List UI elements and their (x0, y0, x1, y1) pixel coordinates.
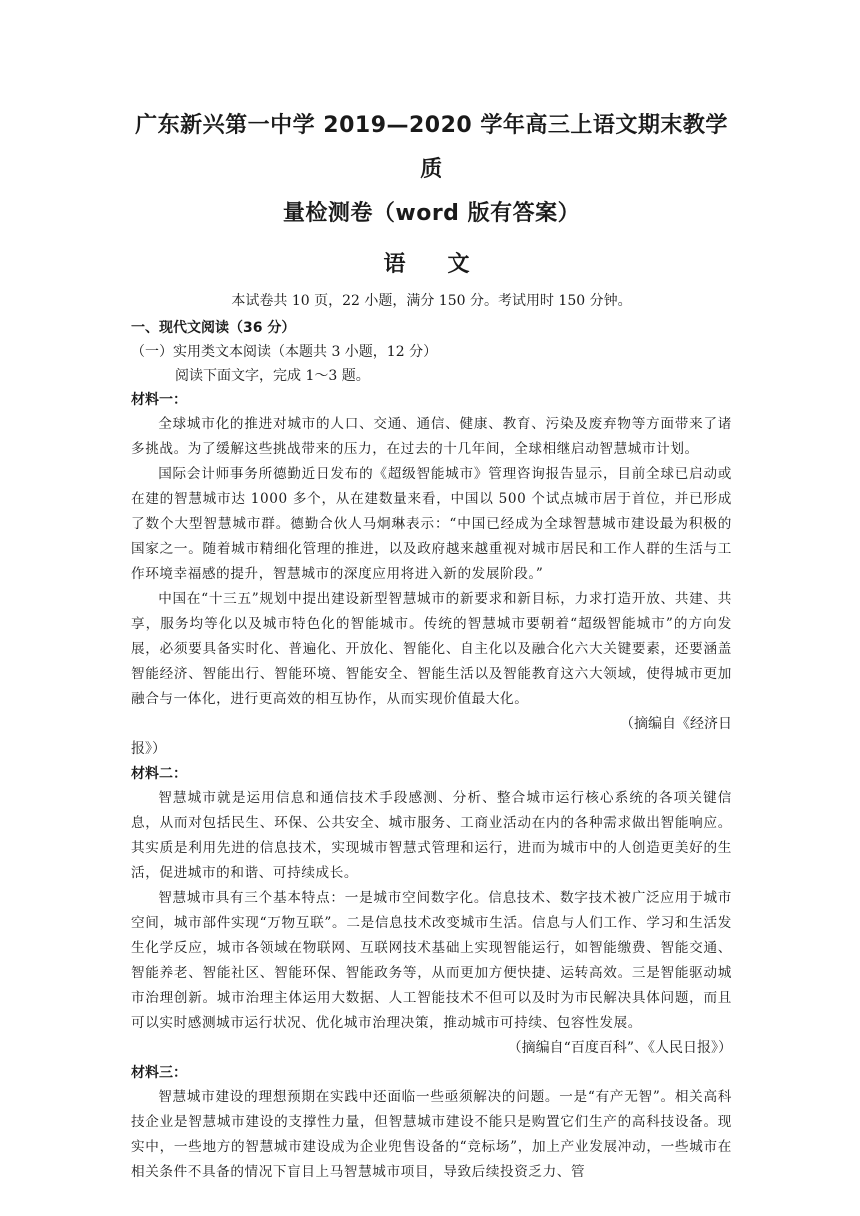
material-1-paragraph: 中国在“十三五”规划中提出建设新型智慧城市的新要求和新目标，力求打造开放、共建、共享，服务均等化以及城市特色化的智能城市。传统的智慧城市要朝着“超级智能城市”的方向发展，必须要具备实时化、普遍化、开放化、智能化、自主化以及融合化六大关键要素，还要涵盖智能经济、智能出行、智能环境、智能安全、智能生活以及智能教育这六大领域，使得城市更加融合与一体化，进行更高效的相互协作，从而实现价值最大化。 (131, 591, 732, 707)
title-line-2: 量检测卷（word 版有答案） (282, 201, 581, 226)
material-1-label: 材料一： (131, 392, 187, 408)
material-3-label: 材料三： (131, 1065, 187, 1081)
exam-info: 本试卷共 10 页，22 小题，满分 150 分。考试用时 150 分钟。 (231, 293, 632, 309)
material-1-source-continued: 报》） (131, 741, 166, 757)
material-3-paragraph: 智慧城市建设的理想预期在实践中还面临一些亟须解决的问题。一是“有产无智”。相关高科技企业是智慧城市建设的支撑性力量，但智慧城市建设不能只是购置它们生产的高科技设备。现实中，一些地方的智慧城市建设成为企业兜售设备的“竞标场”，加上产业发展冲动，一些城市在相关条件不具备的情况下盲目上马智慧城市项目，导致后续投资乏力、管 (131, 1089, 732, 1180)
material-1-source: （摘编自《经济日 (620, 716, 732, 732)
material-2-label: 材料二： (131, 766, 187, 782)
material-2-paragraph: 智慧城市具有三个基本特点：一是城市空间数字化。信息技术、数字技术被广泛应用于城市空间，城市部件实现“万物互联”。二是信息技术改变城市生活。信息与人们工作、学习和生活发生化学反应，城市各领域在物联网、互联网技术基础上实现智能运行，如智能缴费、智能交通、智能养老、智能社区、智能环保、智能政务等，从而更加方便快捷、运转高效。三是智能驱动城市治理创新。城市治理主体运用大数据、人工智能技术不但可以及时为市民解决具体问题，而且可以实时感测城市运行状况、优化城市治理决策，推动城市可持续、包容性发展。 (131, 890, 732, 1031)
part-heading: （一）实用类文本阅读（本题共 3 小题，12 分） (131, 344, 438, 360)
material-2-source: （摘编自“百度百科”、《人民日报》） (507, 1040, 732, 1056)
material-1-paragraph: 国际会计师事务所德勤近日发布的《超级智能城市》管理咨询报告显示，目前全球已启动或在建的智慧城市达 1000 多个，从在建数量来看，中国以 500 个试点城市居于首位，并已形成了数个大型智慧城市群。德勤合伙人马炯琳表示：“中国已经成为全球智慧城市建设最为积极的国家之一。随着城市精细化管理的推进，以及政府越来越重视对城市居民和工作人群的生活与工作环境幸福感的提升，智慧城市的深度应用将进入新的发展阶段。” (131, 466, 732, 582)
section-heading: 一、现代文阅读（36 分） (131, 320, 296, 336)
subject-heading: 语 文 (383, 252, 480, 277)
title-line-1: 广东新兴第一中学 2019—2020 学年高三上语文期末教学质 (135, 113, 728, 182)
material-1-paragraph: 全球城市化的推进对城市的人口、交通、通信、健康、教育、污染及废弃物等方面带来了诸多挑战。为了缓解这些挑战带来的压力，在过去的十几年间，全球相继启动智慧城市计划。 (131, 416, 732, 457)
reading-instruction: 阅读下面文字，完成 1～3 题。 (175, 368, 370, 384)
document-title (131, 104, 732, 236)
material-2-paragraph: 智慧城市就是运用信息和通信技术手段感测、分析、整合城市运行核心系统的各项关键信息，从而对包括民生、环保、公共安全、城市服务、工商业活动在内的各种需求做出智能响应。其实质是利用先进的信息技术，实现城市智慧式管理和运行，进而为城市中的人创造更美好的生活，促进城市的和谐、可持续成长。 (131, 790, 732, 881)
